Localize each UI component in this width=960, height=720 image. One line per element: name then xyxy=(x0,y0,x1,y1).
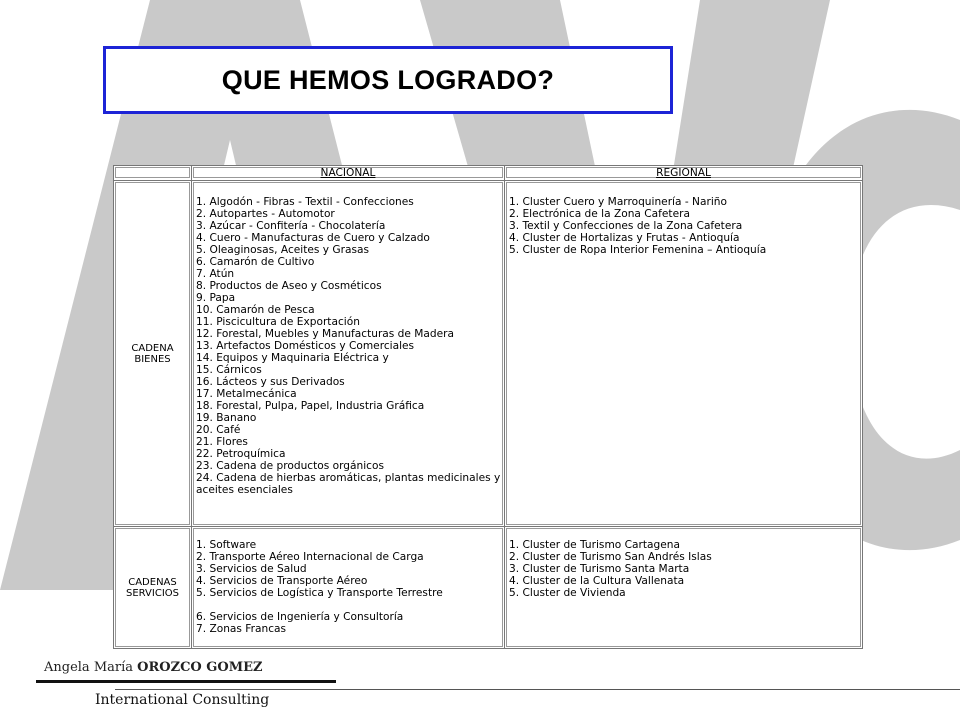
row-label-line: CADENA xyxy=(131,342,174,354)
cadenas-table xyxy=(113,165,863,649)
table-row-servicios xyxy=(114,527,863,649)
list-item: 6. Camarón de Cultivo xyxy=(196,256,315,268)
list-item: 7. Atún xyxy=(196,268,235,280)
list-item: 23. Cadena de productos orgánicos xyxy=(196,460,384,472)
footer-divider-thick xyxy=(36,680,336,683)
list-item: 20. Café xyxy=(196,424,241,436)
footer-author-first: Angela María xyxy=(44,660,138,675)
list-item: 14. Equipos y Maquinaria Eléctrica y xyxy=(196,352,389,364)
servicios-nacional-cell xyxy=(192,527,505,649)
bienes-regional-cell xyxy=(505,181,863,527)
footer-author xyxy=(44,660,263,675)
servicios-regional-cell xyxy=(505,527,863,649)
list-item: 15. Cárnicos xyxy=(196,364,262,376)
list-item: 2. Transporte Aéreo Internacional de Carga xyxy=(196,551,424,563)
list-item: 21. Flores xyxy=(196,436,248,448)
table-header-row xyxy=(114,166,863,181)
row-label-bienes xyxy=(114,181,192,527)
footer-author-last: OROZCO GOMEZ xyxy=(137,660,263,675)
list-item: 16. Lácteos y sus Derivados xyxy=(196,376,345,388)
header-empty-cell xyxy=(114,166,192,181)
list-item: 1. Cluster Cuero y Marroquinería - Nariño xyxy=(509,196,727,208)
footer-company: International Consulting xyxy=(95,692,270,708)
row-label-servicios xyxy=(114,527,192,649)
list-item: 22. Petroquímica xyxy=(196,448,286,460)
list-item: 1. Algodón - Fibras - Textil - Confecciones xyxy=(196,196,414,208)
list-item: 2. Cluster de Turismo San Andrés Islas xyxy=(509,551,712,563)
row-label-line: BIENES xyxy=(134,353,171,365)
bienes-nacional-cell xyxy=(192,181,505,527)
list-item: 10. Camarón de Pesca xyxy=(196,304,315,316)
list-item: 5. Oleaginosas, Aceites y Grasas xyxy=(196,244,370,256)
list-item: 5. Cluster de Vivienda xyxy=(509,587,626,599)
list-item: 3. Servicios de Salud xyxy=(196,563,307,575)
list-item: 3. Azúcar - Confitería - Chocolatería xyxy=(196,220,386,232)
list-item: 12. Forestal, Muebles y Manufacturas de Madera xyxy=(196,328,455,340)
list-item: 17. Metalmecánica xyxy=(196,388,297,400)
list-item: 11. Piscicultura de Exportación xyxy=(196,316,360,328)
list-item: 5. Servicios de Logística y Transporte Terrestre xyxy=(196,587,443,599)
title-box xyxy=(103,46,673,114)
list-item: 3. Cluster de Turismo Santa Marta xyxy=(509,563,690,575)
list-item: 8. Productos de Aseo y Cosméticos xyxy=(196,280,382,292)
header-regional: REGIONAL xyxy=(505,166,863,181)
list-item: 19. Banano xyxy=(196,412,257,424)
list-item: 2. Electrónica de la Zona Cafetera xyxy=(509,208,690,220)
bienes-nacional-list xyxy=(196,196,502,496)
footer-divider-thin xyxy=(115,689,960,690)
servicios-regional-list xyxy=(509,539,860,599)
row-label-line: CADENAS xyxy=(128,576,177,588)
bienes-regional-list xyxy=(509,196,860,256)
list-item: 5. Cluster de Ropa Interior Femenina – Antioquía xyxy=(509,244,767,256)
list-item: 13. Artefactos Domésticos y Comerciales xyxy=(196,340,415,352)
list-item: 1. Software xyxy=(196,539,257,551)
list-item: 4. Cluster de Hortalizas y Frutas - Antioquía xyxy=(509,232,740,244)
row-label-line: SERVICIOS xyxy=(125,587,179,599)
page-title: QUE HEMOS LOGRADO? xyxy=(221,64,555,95)
list-item: 6. Servicios de Ingeniería y Consultoría xyxy=(196,611,404,623)
list-item: 7. Zonas Francas xyxy=(196,623,287,635)
list-item: 18. Forestal, Pulpa, Papel, Industria Gráfica xyxy=(196,400,425,412)
list-item: 24. Cadena de hierbas aromáticas, plantas medicinales y aceites esenciales xyxy=(196,472,504,496)
header-nacional: NACIONAL xyxy=(192,166,505,181)
list-item: 2. Autopartes - Automotor xyxy=(196,208,335,220)
list-item: 1. Cluster de Turismo Cartagena xyxy=(509,539,680,551)
list-item: 4. Cluster de la Cultura Vallenata xyxy=(509,575,685,587)
servicios-nacional-list xyxy=(196,539,502,635)
list-item: 4. Cuero - Manufacturas de Cuero y Calzado xyxy=(196,232,430,244)
list-item: 4. Servicios de Transporte Aéreo xyxy=(196,575,368,587)
list-item: 3. Textil y Confecciones de la Zona Cafetera xyxy=(509,220,743,232)
table-row-bienes xyxy=(114,181,863,527)
list-item: 9. Papa xyxy=(196,292,236,304)
